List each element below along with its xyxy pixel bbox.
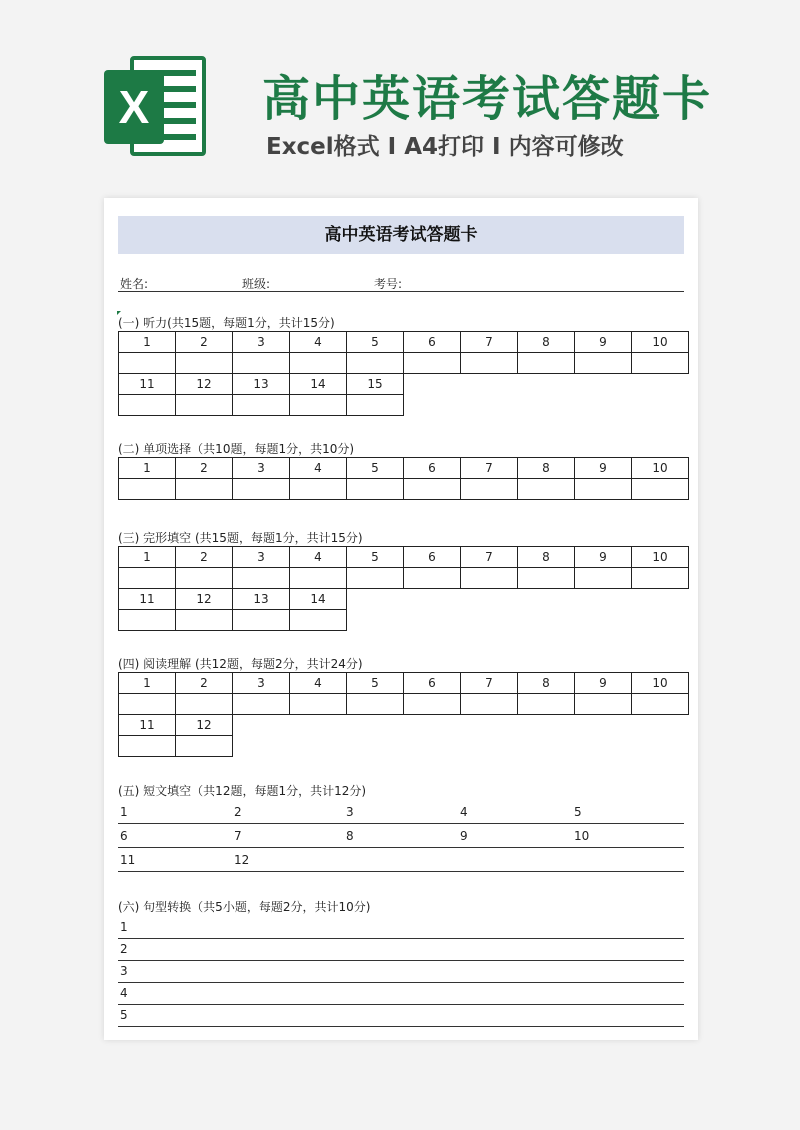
empty-cell — [404, 715, 461, 736]
answer-cell[interactable] — [518, 353, 575, 374]
line-number: 9 — [460, 829, 468, 843]
answer-cell[interactable] — [119, 610, 176, 631]
question-number-cell: 15 — [347, 374, 404, 395]
answer-cell[interactable] — [518, 568, 575, 589]
answer-cell[interactable] — [290, 395, 347, 416]
empty-cell — [404, 610, 461, 631]
empty-cell — [347, 736, 404, 757]
question-number-cell: 4 — [290, 458, 347, 479]
empty-cell — [347, 715, 404, 736]
line-number: 2 — [120, 942, 128, 956]
question-number-cell: 13 — [233, 374, 290, 395]
answer-line[interactable] — [118, 960, 684, 983]
answer-cell[interactable] — [119, 694, 176, 715]
answer-cell[interactable] — [290, 479, 347, 500]
line-number: 6 — [120, 829, 128, 843]
empty-cell — [518, 715, 575, 736]
answer-cell[interactable] — [176, 610, 233, 631]
question-number-cell: 6 — [404, 458, 461, 479]
answer-cell[interactable] — [461, 479, 518, 500]
answer-cell[interactable] — [233, 353, 290, 374]
question-number-cell: 7 — [461, 673, 518, 694]
empty-cell — [518, 589, 575, 610]
page-subtitle: Excel格式 I A4打印 I 内容可修改 — [266, 134, 624, 160]
answer-grid-cloze — [118, 546, 689, 631]
question-number-cell: 10 — [632, 547, 689, 568]
section-label: (四) 阅读理解 (共12题，每题2分，共计24分) — [118, 657, 363, 671]
question-number-cell: 6 — [404, 547, 461, 568]
question-number-cell: 1 — [119, 547, 176, 568]
answer-line[interactable] — [118, 916, 684, 939]
question-number-cell: 6 — [404, 332, 461, 353]
line-number: 4 — [120, 986, 128, 1000]
empty-cell — [518, 374, 575, 395]
empty-cell — [233, 736, 290, 757]
answer-cell[interactable] — [461, 694, 518, 715]
line-number: 3 — [120, 964, 128, 978]
answer-line[interactable] — [118, 849, 684, 872]
answer-cell[interactable] — [632, 479, 689, 500]
id-label: 考号: — [374, 277, 403, 291]
excel-logo-icon: X — [104, 56, 208, 156]
answer-cell[interactable] — [176, 736, 233, 757]
answer-cell[interactable] — [233, 395, 290, 416]
answer-cell[interactable] — [233, 610, 290, 631]
answer-cell[interactable] — [518, 479, 575, 500]
answer-cell[interactable] — [119, 479, 176, 500]
question-number-cell: 8 — [518, 458, 575, 479]
sheet-title: 高中英语考试答题卡 — [118, 216, 684, 254]
empty-cell — [347, 610, 404, 631]
class-label: 班级: — [242, 277, 271, 291]
answer-line[interactable] — [118, 1004, 684, 1027]
answer-cell[interactable] — [347, 694, 404, 715]
question-number-cell: 9 — [575, 673, 632, 694]
question-number-cell: 12 — [176, 715, 233, 736]
section-label: (五) 短文填空（共12题，每题1分，共计12分) — [118, 784, 367, 798]
empty-cell — [461, 374, 518, 395]
answer-line[interactable] — [118, 938, 684, 961]
question-number-cell: 5 — [347, 673, 404, 694]
answer-cell[interactable] — [176, 694, 233, 715]
answer-cell[interactable] — [461, 353, 518, 374]
answer-cell[interactable] — [575, 353, 632, 374]
question-number-cell: 4 — [290, 547, 347, 568]
empty-cell — [575, 736, 632, 757]
page-title: 高中英语考试答题卡 — [262, 71, 713, 127]
line-number: 3 — [346, 805, 354, 819]
section-label: (一) 听力(共15题，每题1分，共计15分) — [118, 316, 335, 330]
empty-cell — [461, 610, 518, 631]
answer-cell[interactable] — [176, 353, 233, 374]
answer-grid-listening — [118, 331, 689, 416]
line-number: 2 — [234, 805, 242, 819]
empty-cell — [461, 715, 518, 736]
answer-cell[interactable] — [404, 479, 461, 500]
question-number-cell: 3 — [233, 458, 290, 479]
line-number: 10 — [574, 829, 590, 843]
empty-cell — [404, 589, 461, 610]
answer-cell[interactable] — [632, 694, 689, 715]
question-number-cell: 10 — [632, 673, 689, 694]
empty-cell — [404, 395, 461, 416]
empty-cell — [632, 715, 689, 736]
question-number-cell: 11 — [119, 715, 176, 736]
empty-cell — [575, 395, 632, 416]
empty-cell — [290, 715, 347, 736]
answer-cell[interactable] — [404, 694, 461, 715]
answer-line[interactable] — [118, 801, 684, 824]
answer-cell[interactable] — [404, 353, 461, 374]
line-number: 11 — [120, 853, 136, 867]
answer-cell[interactable] — [119, 353, 176, 374]
answer-cell[interactable] — [347, 395, 404, 416]
answer-cell[interactable] — [290, 568, 347, 589]
answer-grid-choice — [118, 457, 689, 500]
line-number: 1 — [120, 805, 128, 819]
question-number-cell: 4 — [290, 673, 347, 694]
question-number-cell: 14 — [290, 374, 347, 395]
answer-cell[interactable] — [233, 568, 290, 589]
student-info-row — [118, 272, 684, 292]
question-number-cell: 5 — [347, 332, 404, 353]
line-number: 4 — [460, 805, 468, 819]
answer-cell[interactable] — [119, 736, 176, 757]
question-number-cell: 9 — [575, 547, 632, 568]
question-number-cell: 8 — [518, 332, 575, 353]
empty-cell — [233, 715, 290, 736]
empty-cell — [461, 589, 518, 610]
question-number-cell: 2 — [176, 458, 233, 479]
answer-cell[interactable] — [290, 610, 347, 631]
empty-cell — [518, 395, 575, 416]
section-label: (六) 句型转换（共5小题，每题2分，共计10分) — [118, 900, 371, 914]
question-number-cell: 6 — [404, 673, 461, 694]
question-number-cell: 7 — [461, 458, 518, 479]
answer-cell[interactable] — [575, 479, 632, 500]
question-number-cell: 4 — [290, 332, 347, 353]
line-number: 5 — [574, 805, 582, 819]
question-number-cell: 11 — [119, 374, 176, 395]
answer-cell[interactable] — [290, 694, 347, 715]
empty-cell — [404, 736, 461, 757]
answer-cell[interactable] — [290, 353, 347, 374]
answer-line[interactable] — [118, 825, 684, 848]
answer-cell[interactable] — [347, 479, 404, 500]
answer-cell[interactable] — [404, 568, 461, 589]
answer-cell[interactable] — [461, 568, 518, 589]
answer-cell[interactable] — [176, 568, 233, 589]
line-number: 7 — [234, 829, 242, 843]
empty-cell — [290, 736, 347, 757]
question-number-cell: 13 — [233, 589, 290, 610]
question-number-cell: 8 — [518, 673, 575, 694]
empty-cell — [575, 715, 632, 736]
answer-cell[interactable] — [233, 479, 290, 500]
question-number-cell: 11 — [119, 589, 176, 610]
empty-cell — [632, 374, 689, 395]
question-number-cell: 12 — [176, 374, 233, 395]
empty-cell — [632, 736, 689, 757]
line-number: 1 — [120, 920, 128, 934]
empty-cell — [404, 374, 461, 395]
question-number-cell: 7 — [461, 332, 518, 353]
section-label: (二) 单项选择（共10题，每题1分，共10分) — [118, 442, 355, 456]
answer-cell[interactable] — [575, 568, 632, 589]
answer-cell[interactable] — [119, 568, 176, 589]
empty-cell — [518, 610, 575, 631]
question-number-cell: 10 — [632, 332, 689, 353]
question-number-cell: 2 — [176, 547, 233, 568]
question-number-cell: 2 — [176, 332, 233, 353]
question-number-cell: 3 — [233, 332, 290, 353]
empty-cell — [575, 610, 632, 631]
empty-cell — [632, 610, 689, 631]
question-number-cell: 1 — [119, 673, 176, 694]
answer-sheet — [104, 198, 698, 1040]
empty-cell — [632, 589, 689, 610]
answer-cell[interactable] — [575, 694, 632, 715]
answer-cell[interactable] — [518, 694, 575, 715]
answer-cell[interactable] — [119, 395, 176, 416]
empty-cell — [575, 374, 632, 395]
question-number-cell: 1 — [119, 458, 176, 479]
question-number-cell: 2 — [176, 673, 233, 694]
question-number-cell: 8 — [518, 547, 575, 568]
question-number-cell: 5 — [347, 458, 404, 479]
section-label: (三) 完形填空 (共15题，每题1分，共计15分) — [118, 531, 363, 545]
empty-cell — [461, 395, 518, 416]
answer-grid-reading — [118, 672, 689, 757]
banner — [0, 0, 800, 190]
name-label: 姓名: — [120, 277, 149, 291]
answer-cell[interactable] — [176, 395, 233, 416]
empty-cell — [347, 589, 404, 610]
empty-cell — [632, 395, 689, 416]
answer-cell[interactable] — [632, 568, 689, 589]
empty-cell — [575, 589, 632, 610]
answer-line[interactable] — [118, 982, 684, 1005]
empty-cell — [518, 736, 575, 757]
answer-cell[interactable] — [233, 694, 290, 715]
question-number-cell: 9 — [575, 332, 632, 353]
line-number: 8 — [346, 829, 354, 843]
question-number-cell: 5 — [347, 547, 404, 568]
question-number-cell: 1 — [119, 332, 176, 353]
question-number-cell: 7 — [461, 547, 518, 568]
empty-cell — [461, 736, 518, 757]
answer-cell[interactable] — [347, 568, 404, 589]
question-number-cell: 14 — [290, 589, 347, 610]
question-number-cell: 3 — [233, 547, 290, 568]
question-number-cell: 3 — [233, 673, 290, 694]
question-number-cell: 9 — [575, 458, 632, 479]
answer-cell[interactable] — [347, 353, 404, 374]
line-number: 12 — [234, 853, 250, 867]
question-number-cell: 10 — [632, 458, 689, 479]
question-number-cell: 12 — [176, 589, 233, 610]
line-number: 5 — [120, 1008, 128, 1022]
answer-cell[interactable] — [176, 479, 233, 500]
answer-cell[interactable] — [632, 353, 689, 374]
